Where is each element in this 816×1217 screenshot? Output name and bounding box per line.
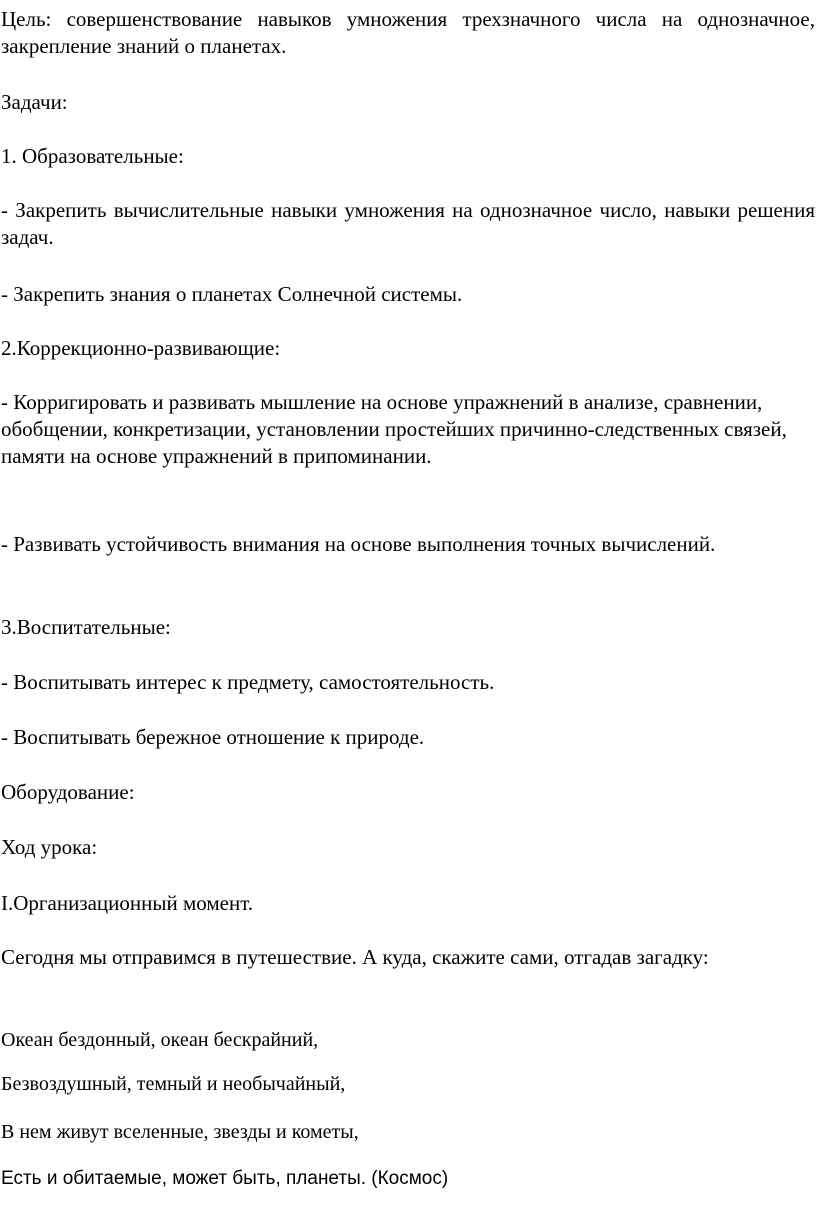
- educational-item: - Закрепить вычислительные навыки умножения на однозначное число, навыки решения задач.: [1, 198, 815, 249]
- educational-heading: 1. Образовательные:: [1, 144, 184, 168]
- equipment-heading: Оборудование:: [1, 780, 135, 804]
- lesson-heading: Ход урока:: [1, 835, 98, 859]
- correctional-item: - Развивать устойчивость внимания на основе выполнения точных вычислений.: [1, 532, 716, 556]
- correctional-heading: 2.Коррекционно-развивающие:: [1, 336, 281, 360]
- riddle-line: Океан бездонный, океан бескрайний,: [1, 1029, 319, 1051]
- org-moment-heading: I.Организационный момент.: [1, 891, 254, 915]
- intro-paragraph: Сегодня мы отправимся в путешествие. А куда, скажите сами, отгадав загадку:: [1, 945, 709, 969]
- tasks-heading: Задачи:: [1, 90, 68, 114]
- lesson-goal: Цель: совершенствование навыков умножения трехзначного числа на однозначное, закрепление знаний о планетах.: [1, 7, 815, 58]
- upbringing-heading: 3.Воспитательные:: [1, 615, 171, 639]
- upbringing-item: - Воспитывать бережное отношение к природе.: [1, 725, 425, 749]
- upbringing-item: - Воспитывать интерес к предмету, самостоятельность.: [1, 670, 495, 694]
- correctional-item: - Корригировать и развивать мышление на основе упражнений в анализе, сравнении, обобщении, конкретизации, установлении простейших причинно-следственных связей, памяти на основе упражнений в припоминании.: [1, 390, 787, 468]
- educational-item: - Закрепить знания о планетах Солнечной системы.: [1, 282, 463, 306]
- riddle-line: Безвоздушный, темный и необычайный,: [1, 1073, 346, 1095]
- riddle-line: В нем живут вселенные, звезды и кометы,: [1, 1121, 359, 1143]
- riddle-line: Есть и обитаемые, может быть, планеты. (Космос): [1, 1168, 449, 1189]
